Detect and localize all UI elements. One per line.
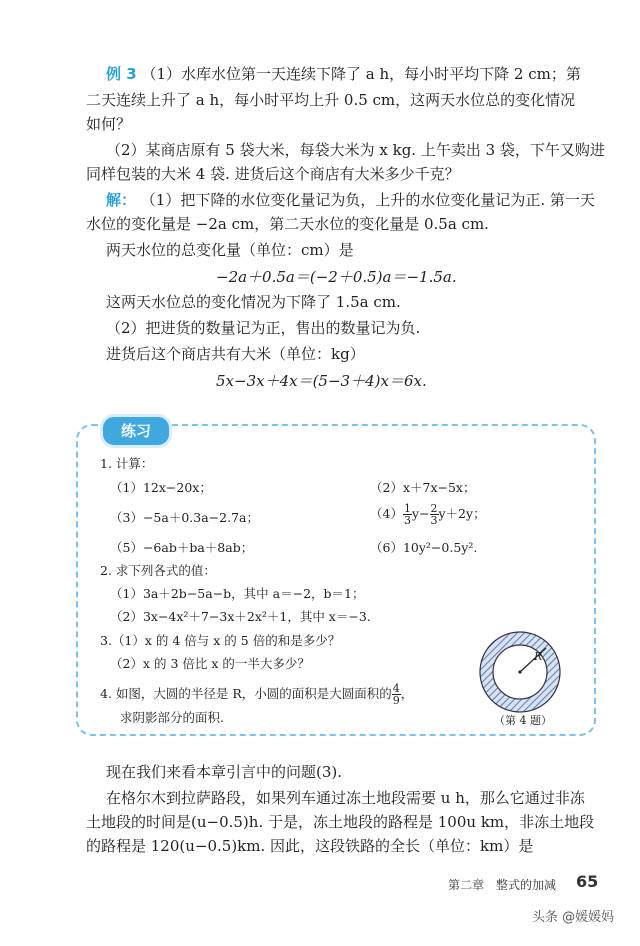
closing-line-1: 现在我们来看本章引言中的问题(3). [106, 763, 343, 781]
annulus-figure [472, 628, 572, 718]
frac-den: 3 [430, 514, 438, 527]
center-point [518, 670, 521, 673]
closing-line-4: 的路程是 120(u−0.5)km. 因此，这段铁路的全长（单位：km）是 [86, 837, 534, 855]
q2-title: 2. 求下列各式的值： [100, 563, 216, 578]
example-text-1: （1）水库水位第一天连续下降了 a h，每小时平均下降 2 cm；第 [141, 65, 581, 83]
example-line-1 [106, 64, 581, 84]
frac-num: 2 [430, 502, 438, 515]
solution-line-6: （2）把进货的数量记为正，售出的数量记为负. [106, 319, 421, 337]
example-line-4: （2）某商店原有 5 袋大米，每袋大米为 x kg. 上午卖出 3 袋，下午又购进 [106, 141, 605, 159]
example-line-5: 同样包装的大米 4 袋. 进货后这个商店有大米多少千克？ [86, 165, 460, 183]
solution-line-3: 两天水位的总变化量（单位：cm）是 [106, 241, 354, 259]
q1-item-4 [370, 503, 486, 526]
closing-line-2: 在格尔木到拉萨路段，如果列车通过冻土地段需要 u h，那么它通过非冻 [106, 789, 585, 807]
frac-den: 9 [392, 694, 400, 707]
q4-line-2: 求阴影部分的面积. [120, 710, 224, 725]
page-number: 65 [576, 872, 599, 891]
q1-item-1: （1）12x−20x； [110, 480, 212, 495]
fraction-four-ninths [392, 683, 401, 706]
solution-equation-2: 5x−3x＋4x＝(5−3＋4)x＝6x. [216, 372, 427, 390]
example-line-3: 如何？ [86, 115, 132, 133]
q2-item-2: （2）3x−4x²＋7−3x＋2x²＋1，其中 x＝−3. [110, 609, 371, 624]
figure-caption: （第 4 题） [494, 714, 552, 727]
radius-label: R [534, 650, 543, 663]
solution-line-7: 进货后这个商店共有大米（单位：kg） [106, 345, 365, 363]
chapter-footer: 第二章 整式的加减 [448, 878, 557, 892]
q1-item-3: （3）−5a＋0.3a−2.7a； [110, 510, 259, 525]
q1-item-4-tail: y＋2y； [438, 506, 486, 521]
solution-equation-1: −2a＋0.5a＝(−2＋0.5)a＝−1.5a. [216, 268, 457, 286]
frac-den: 3 [403, 514, 411, 527]
q4-text-1: 4. 如图，大圆的半径是 R，小圆的面积是大圆面积的 [100, 686, 392, 701]
q1-item-2: （2）x＋7x−5x； [370, 480, 476, 495]
frac-num: 4 [392, 682, 400, 695]
solution-line-5: 这两天水位总的变化情况为下降了 1.5a cm. [106, 293, 401, 311]
closing-line-3: 土地段的时间是(u−0.5)h. 于是，冻土地段的路程是 100u km，非冻土地段 [86, 813, 595, 831]
solution-line-2: 水位的变化量是 −2a cm，第二天水位的变化量是 0.5a cm. [86, 215, 489, 233]
q2-item-1: （1）3a＋2b−5a−b，其中 a＝−2，b＝1； [110, 586, 365, 601]
fraction-one-third [403, 503, 412, 526]
q3-item-1: 3.（1）x 的 4 倍与 x 的 5 倍的和是多少？ [100, 633, 341, 648]
q3-item-2: （2）x 的 3 倍比 x 的一半大多少？ [110, 656, 310, 671]
fraction-two-thirds [430, 503, 439, 526]
practice-badge: 练习 [100, 414, 172, 448]
q1-item-4-prefix: （4） [370, 506, 403, 521]
q4-line-1: 4. 如图，大圆的半径是 R，小圆的面积是大圆面积的 $\frac{4}{9}$ ， [100, 682, 414, 707]
frac-num: 1 [403, 502, 411, 515]
solution-label: 解： [106, 191, 137, 209]
solution-text-1: （1）把下降的水位变化量记为负，上升的水位变化量记为正. 第一天 [140, 191, 595, 209]
q1-item-5: （5）−6ab＋ba＋8ab； [110, 540, 254, 555]
q1-item-6: （6）10y²−0.5y². [370, 540, 478, 555]
watermark: 头条 @媛媛妈 [532, 910, 615, 925]
q1-title: 1. 计算： [100, 456, 154, 471]
solution-line-1 [106, 190, 595, 210]
q1-item-4-mid: y− [411, 506, 430, 521]
example-label: 例 3 [106, 65, 137, 83]
example-line-2: 二天连续上升了 a h，每小时平均上升 0.5 cm，这两天水位总的变化情况 [86, 91, 576, 109]
